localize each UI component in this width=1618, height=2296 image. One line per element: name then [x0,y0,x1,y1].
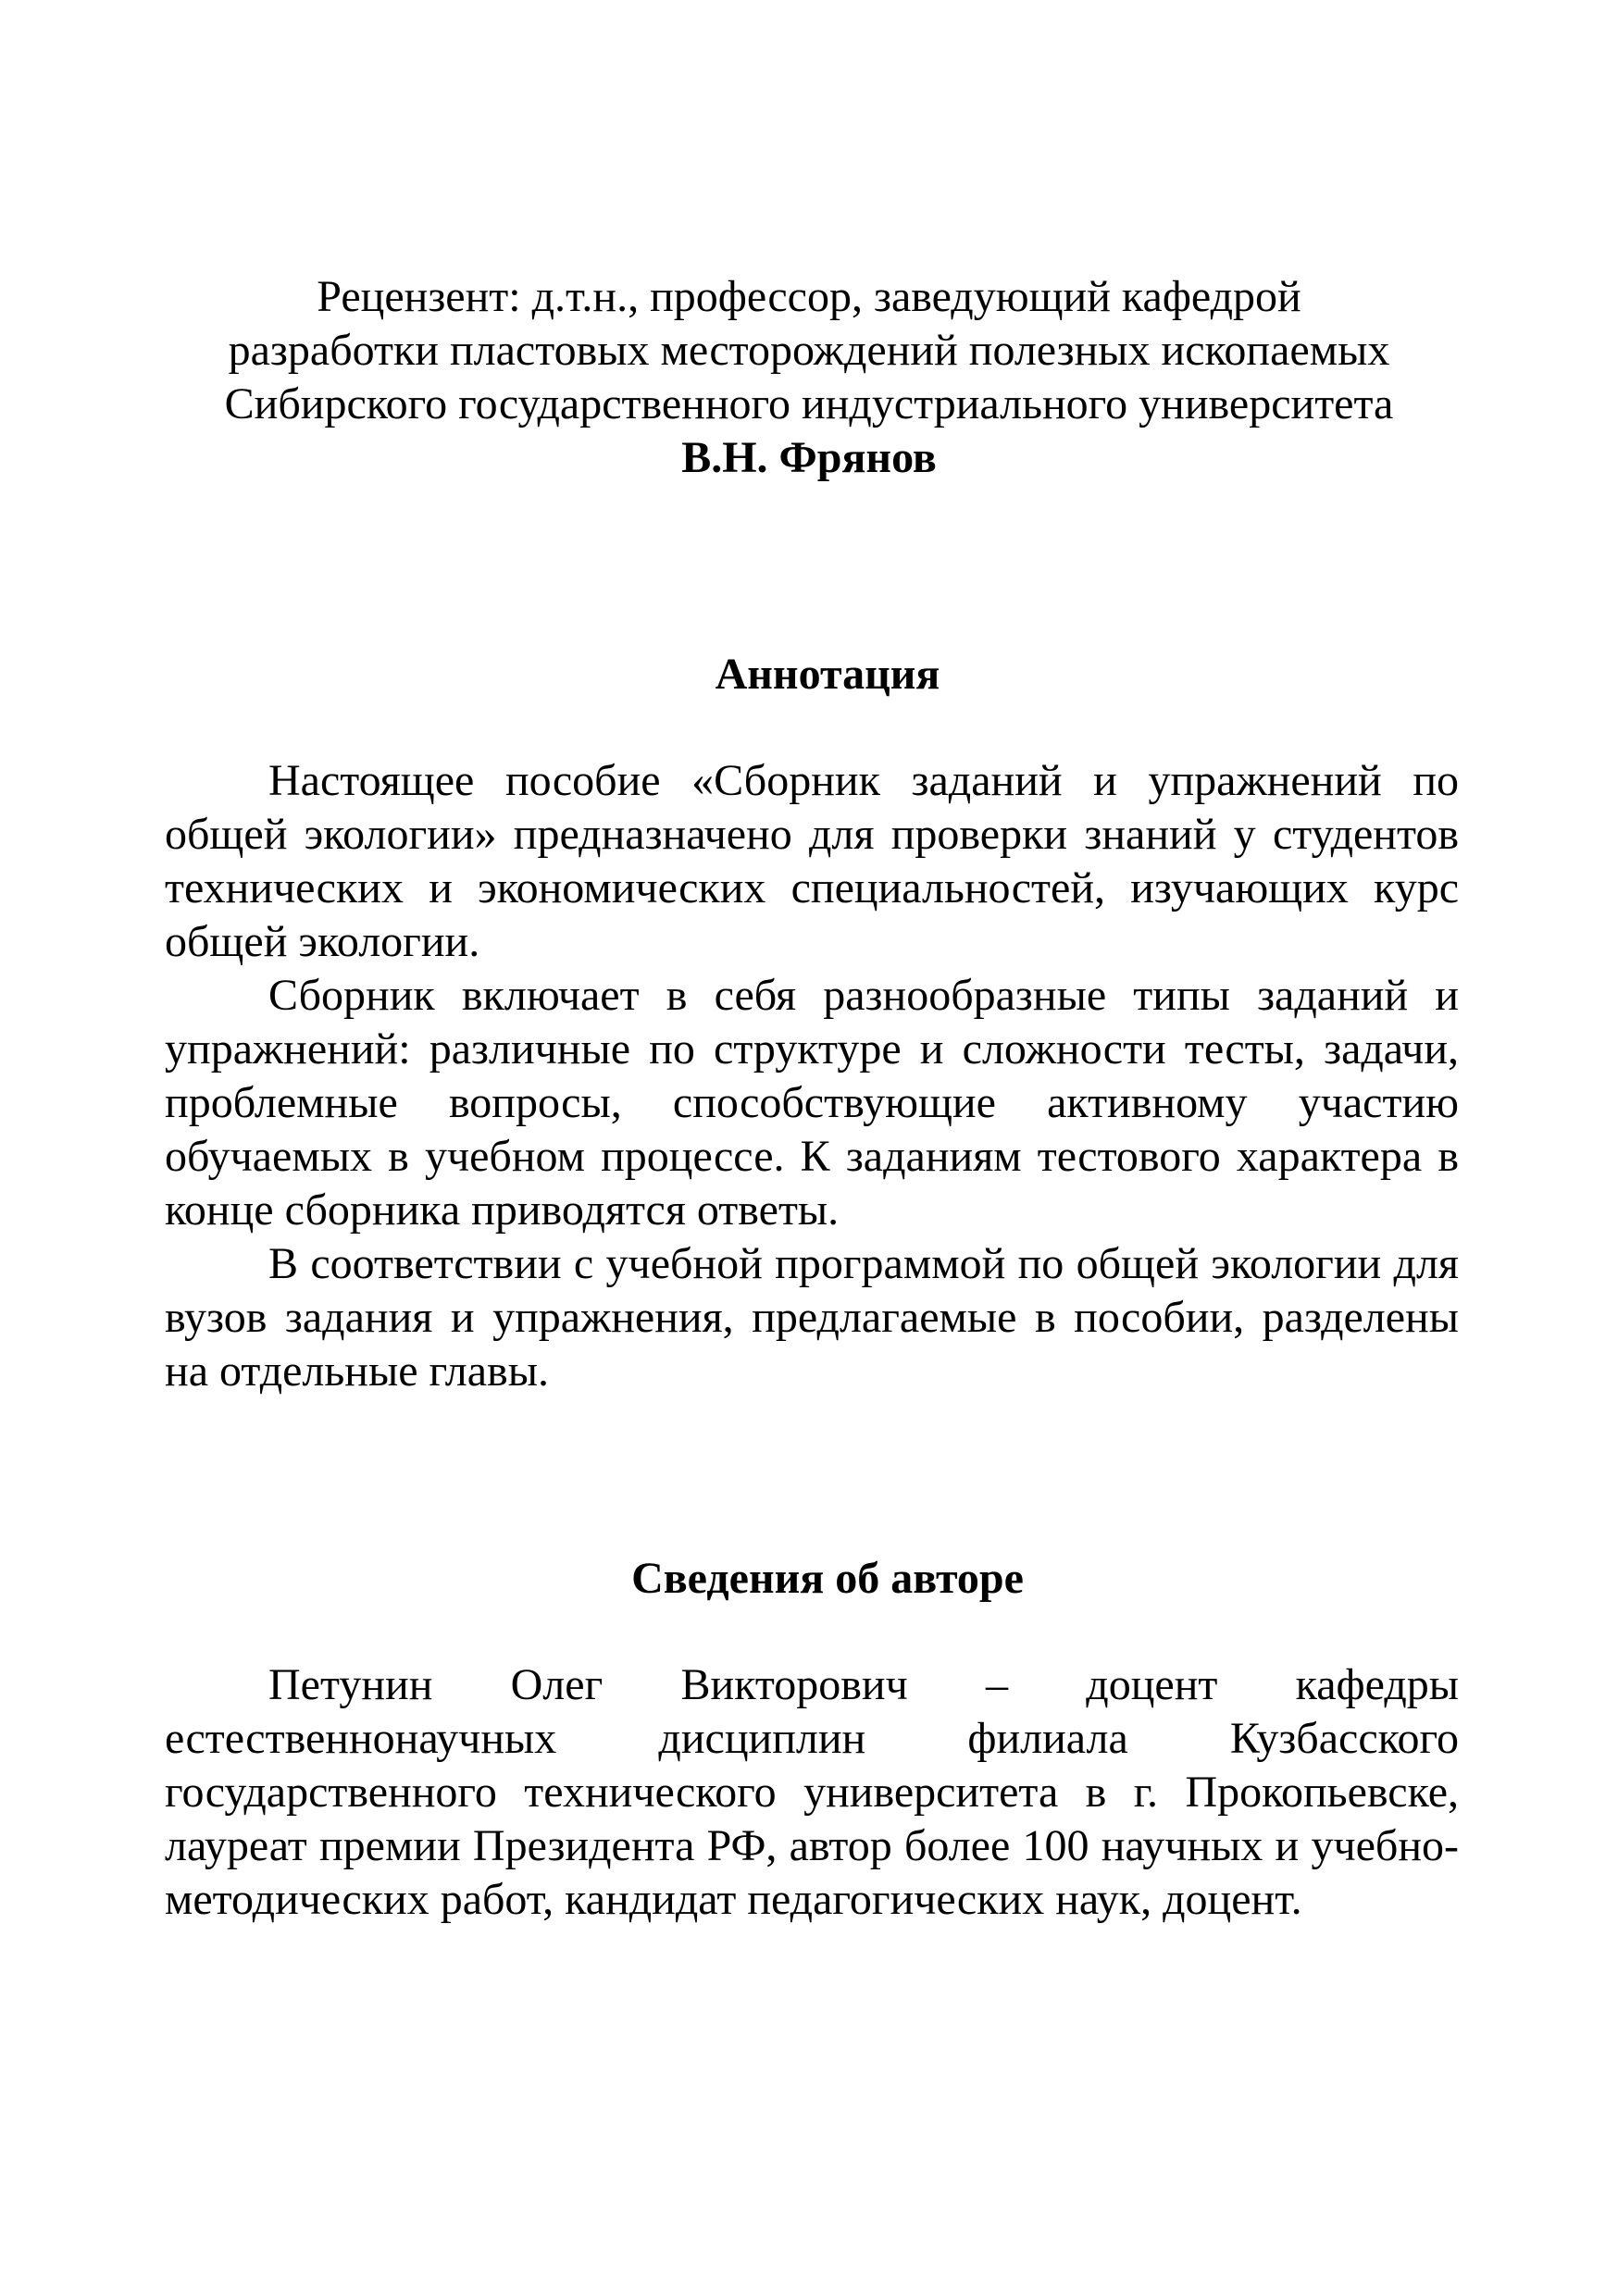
annotation-paragraph-2: Сборник включает в себя разнообразные типы заданий и упражнений: различные по структуре и сложности тесты, задачи, проблемные вопросы, способствующие активному участию обучаемых в учебном процессе. К заданиям тестового характера в конце сборника приводятся ответы. [165,971,1459,1235]
author-body [165,1658,1459,1927]
annotation-paragraph-1: Настоящее пособие «Сборник заданий и упражнений по общей экологии» предназначено для проверки знаний у студентов технических и экономических специальностей, изучающих курс общей экологии. [165,756,1459,966]
annotation-paragraph-3: В соответствии с учебной программой по общей экологии для вузов задания и упражнения, предлагаемые в пособии, разделены на отдельные главы. [165,1239,1459,1396]
annotation-body [165,754,1459,1398]
reviewer-line-2: разработки пластовых месторождений полезных ископаемых [228,326,1390,375]
author-heading: Сведения об авторе [631,1554,1024,1603]
reviewer-block [148,270,1470,485]
reviewer-line-1: Рецензент: д.т.н., профессор, заведующий кафедрой [317,272,1301,321]
author-paragraph-1: Петунин Олег Викторович – доцент кафедры естественнонаучных дисциплин филиала Кузбасского государственного технического университета в г. Прокопьевске, лауреат премии Президента РФ, автор более 100 научных и учебно-методических работ, кандидат педагогических наук, доцент. [165,1660,1459,1924]
reviewer-name: В.Н. Фрянов [681,433,937,482]
reviewer-line-3: Сибирского государственного индустриального университета [224,379,1394,428]
annotation-heading: Аннотация [715,650,940,699]
